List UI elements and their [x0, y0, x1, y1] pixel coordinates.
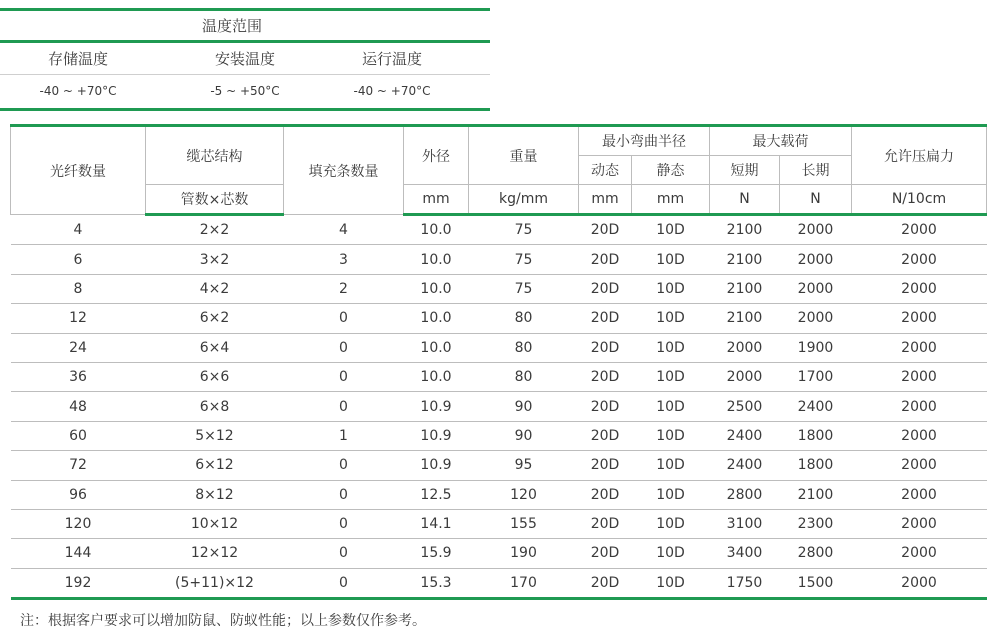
- cell-filler-count: 0: [284, 509, 404, 538]
- cell-static-bend: 10D: [632, 215, 710, 245]
- cell-weight: 80: [469, 362, 579, 391]
- cell-cable-structure: 3×2: [146, 245, 284, 274]
- cell-filler-count: 0: [284, 362, 404, 391]
- cell-static-bend: 10D: [632, 539, 710, 568]
- header-weight: 重量: [469, 126, 579, 185]
- cell-long-term-load: 2300: [780, 509, 852, 538]
- cell-short-term-load: 1750: [710, 568, 780, 598]
- cell-outer-diameter: 15.9: [404, 539, 469, 568]
- cell-outer-diameter: 10.9: [404, 451, 469, 480]
- header-cable-structure: 缆芯结构: [146, 126, 284, 185]
- cell-short-term-load: 2400: [710, 451, 780, 480]
- cell-static-bend: 10D: [632, 274, 710, 303]
- cell-static-bend: 10D: [632, 451, 710, 480]
- cell-long-term-load: 2400: [780, 392, 852, 421]
- unit-cable-structure: 管数×芯数: [146, 185, 284, 215]
- cell-weight: 155: [469, 509, 579, 538]
- cell-filler-count: 0: [284, 451, 404, 480]
- cell-crush-force: 2000: [852, 451, 987, 480]
- header-fiber-count: 光纤数量: [11, 126, 146, 215]
- table-row: [11, 480, 987, 509]
- table-row: [11, 333, 987, 362]
- cell-long-term-load: 2800: [780, 539, 852, 568]
- table-body: [11, 215, 987, 599]
- table-row: [11, 304, 987, 333]
- cell-crush-force: 2000: [852, 245, 987, 274]
- cell-crush-force: 2000: [852, 421, 987, 450]
- cell-cable-structure: 6×8: [146, 392, 284, 421]
- cell-short-term-load: 2100: [710, 304, 780, 333]
- cell-long-term-load: 2000: [780, 215, 852, 245]
- cell-long-term-load: 1800: [780, 451, 852, 480]
- cell-weight: 80: [469, 333, 579, 362]
- cell-weight: 75: [469, 274, 579, 303]
- cell-fiber-count: 6: [11, 245, 146, 274]
- cell-filler-count: 0: [284, 480, 404, 509]
- cell-crush-force: 2000: [852, 333, 987, 362]
- cell-fiber-count: 36: [11, 362, 146, 391]
- cell-short-term-load: 2100: [710, 245, 780, 274]
- header-long-term: 长期: [780, 156, 852, 185]
- cell-static-bend: 10D: [632, 421, 710, 450]
- cell-static-bend: 10D: [632, 245, 710, 274]
- cell-dynamic-bend: 20D: [579, 421, 632, 450]
- cell-weight: 90: [469, 392, 579, 421]
- cell-dynamic-bend: 20D: [579, 274, 632, 303]
- cell-fiber-count: 60: [11, 421, 146, 450]
- cell-dynamic-bend: 20D: [579, 480, 632, 509]
- divider: [0, 74, 490, 75]
- cell-cable-structure: 12×12: [146, 539, 284, 568]
- table-row: [11, 362, 987, 391]
- cell-crush-force: 2000: [852, 539, 987, 568]
- cell-cable-structure: 6×4: [146, 333, 284, 362]
- cell-outer-diameter: 10.0: [404, 362, 469, 391]
- cell-outer-diameter: 10.0: [404, 333, 469, 362]
- cell-fiber-count: 120: [11, 509, 146, 538]
- operating-temp-header: 运行温度: [361, 50, 423, 68]
- cell-short-term-load: 3100: [710, 509, 780, 538]
- storage-temp-header: 存储温度: [47, 50, 109, 68]
- cell-filler-count: 1: [284, 421, 404, 450]
- cell-short-term-load: 2100: [710, 274, 780, 303]
- cell-dynamic-bend: 20D: [579, 333, 632, 362]
- cell-weight: 190: [469, 539, 579, 568]
- cell-crush-force: 2000: [852, 274, 987, 303]
- cell-cable-structure: (5+11)×12: [146, 568, 284, 598]
- cell-outer-diameter: 15.3: [404, 568, 469, 598]
- operating-temp-value: -40 ~ +70°C: [353, 84, 431, 98]
- cell-short-term-load: 3400: [710, 539, 780, 568]
- cell-outer-diameter: 10.0: [404, 245, 469, 274]
- cell-fiber-count: 12: [11, 304, 146, 333]
- cell-static-bend: 10D: [632, 362, 710, 391]
- table-row: [11, 568, 987, 598]
- cell-static-bend: 10D: [632, 480, 710, 509]
- cell-long-term-load: 1800: [780, 421, 852, 450]
- cell-cable-structure: 6×6: [146, 362, 284, 391]
- table-row: [11, 509, 987, 538]
- bottom-rule: [0, 108, 490, 111]
- unit-outer-diameter: mm: [404, 185, 469, 215]
- storage-temp-value: -40 ~ +70°C: [39, 84, 117, 98]
- cell-cable-structure: 4×2: [146, 274, 284, 303]
- cell-long-term-load: 2000: [780, 274, 852, 303]
- cell-crush-force: 2000: [852, 568, 987, 598]
- cell-outer-diameter: 12.5: [404, 480, 469, 509]
- cell-filler-count: 0: [284, 333, 404, 362]
- cell-dynamic-bend: 20D: [579, 304, 632, 333]
- cell-static-bend: 10D: [632, 568, 710, 598]
- table-row: [11, 274, 987, 303]
- header-dynamic: 动态: [579, 156, 632, 185]
- cell-weight: 95: [469, 451, 579, 480]
- cell-weight: 120: [469, 480, 579, 509]
- temperature-range-block: [0, 0, 490, 115]
- cell-cable-structure: 10×12: [146, 509, 284, 538]
- cell-filler-count: 0: [284, 304, 404, 333]
- cell-fiber-count: 8: [11, 274, 146, 303]
- cell-short-term-load: 2000: [710, 362, 780, 391]
- cell-fiber-count: 24: [11, 333, 146, 362]
- top-rule: [0, 8, 490, 11]
- cell-long-term-load: 1900: [780, 333, 852, 362]
- cell-weight: 80: [469, 304, 579, 333]
- cell-dynamic-bend: 20D: [579, 568, 632, 598]
- cell-fiber-count: 72: [11, 451, 146, 480]
- cell-crush-force: 2000: [852, 215, 987, 245]
- cell-long-term-load: 2000: [780, 304, 852, 333]
- cable-spec-table: [10, 124, 987, 600]
- unit-long-term: N: [780, 185, 852, 215]
- cell-outer-diameter: 10.0: [404, 304, 469, 333]
- cell-crush-force: 2000: [852, 392, 987, 421]
- cell-cable-structure: 5×12: [146, 421, 284, 450]
- unit-crush: N/10cm: [852, 185, 987, 215]
- header-outer-diameter: 外径: [404, 126, 469, 185]
- cell-short-term-load: 2500: [710, 392, 780, 421]
- unit-short-term: N: [710, 185, 780, 215]
- cell-cable-structure: 8×12: [146, 480, 284, 509]
- cell-filler-count: 0: [284, 568, 404, 598]
- unit-dynamic: mm: [579, 185, 632, 215]
- cell-short-term-load: 2100: [710, 215, 780, 245]
- cell-fiber-count: 144: [11, 539, 146, 568]
- header-crush: 允许压扁力: [852, 126, 987, 185]
- temperature-title: 温度范围: [201, 17, 263, 35]
- cell-fiber-count: 192: [11, 568, 146, 598]
- cell-outer-diameter: 10.0: [404, 215, 469, 245]
- header-max-load: 最大载荷: [710, 126, 852, 156]
- cell-crush-force: 2000: [852, 509, 987, 538]
- cell-filler-count: 0: [284, 539, 404, 568]
- cell-outer-diameter: 10.9: [404, 392, 469, 421]
- cell-crush-force: 2000: [852, 480, 987, 509]
- header-min-bend-radius: 最小弯曲半径: [579, 126, 710, 156]
- cell-filler-count: 3: [284, 245, 404, 274]
- cell-long-term-load: 1500: [780, 568, 852, 598]
- cell-dynamic-bend: 20D: [579, 451, 632, 480]
- cell-static-bend: 10D: [632, 304, 710, 333]
- header-rule: [0, 40, 490, 43]
- cell-dynamic-bend: 20D: [579, 362, 632, 391]
- cell-static-bend: 10D: [632, 333, 710, 362]
- install-temp-header: 安装温度: [214, 50, 276, 68]
- header-filler-count: 填充条数量: [284, 126, 404, 215]
- cell-short-term-load: 2000: [710, 333, 780, 362]
- cell-long-term-load: 2000: [780, 245, 852, 274]
- cell-static-bend: 10D: [632, 509, 710, 538]
- cell-static-bend: 10D: [632, 392, 710, 421]
- table-row: [11, 451, 987, 480]
- cell-weight: 75: [469, 245, 579, 274]
- cell-outer-diameter: 14.1: [404, 509, 469, 538]
- table-row: [11, 421, 987, 450]
- cell-dynamic-bend: 20D: [579, 539, 632, 568]
- cell-weight: 170: [469, 568, 579, 598]
- cell-fiber-count: 4: [11, 215, 146, 245]
- footnote: 注：根据客户要求可以增加防鼠、防蚁性能；以上参数仅作参考。: [20, 613, 426, 629]
- table-row: [11, 392, 987, 421]
- table-row: [11, 215, 987, 245]
- header-static: 静态: [632, 156, 710, 185]
- cell-fiber-count: 48: [11, 392, 146, 421]
- cell-cable-structure: 6×2: [146, 304, 284, 333]
- cell-short-term-load: 2800: [710, 480, 780, 509]
- cell-cable-structure: 6×12: [146, 451, 284, 480]
- cell-fiber-count: 96: [11, 480, 146, 509]
- table-row: [11, 245, 987, 274]
- table-row: [11, 539, 987, 568]
- header-short-term: 短期: [710, 156, 780, 185]
- cell-crush-force: 2000: [852, 362, 987, 391]
- cell-filler-count: 2: [284, 274, 404, 303]
- cell-weight: 90: [469, 421, 579, 450]
- install-temp-value: -5 ~ +50°C: [210, 84, 280, 98]
- cell-crush-force: 2000: [852, 304, 987, 333]
- cell-dynamic-bend: 20D: [579, 245, 632, 274]
- cell-outer-diameter: 10.0: [404, 274, 469, 303]
- cell-filler-count: 0: [284, 392, 404, 421]
- cell-long-term-load: 2100: [780, 480, 852, 509]
- unit-static: mm: [632, 185, 710, 215]
- cell-cable-structure: 2×2: [146, 215, 284, 245]
- cell-dynamic-bend: 20D: [579, 509, 632, 538]
- cell-long-term-load: 1700: [780, 362, 852, 391]
- cell-outer-diameter: 10.9: [404, 421, 469, 450]
- cell-dynamic-bend: 20D: [579, 392, 632, 421]
- unit-weight: kg/mm: [469, 185, 579, 215]
- cell-dynamic-bend: 20D: [579, 215, 632, 245]
- cell-weight: 75: [469, 215, 579, 245]
- cell-short-term-load: 2400: [710, 421, 780, 450]
- cell-filler-count: 4: [284, 215, 404, 245]
